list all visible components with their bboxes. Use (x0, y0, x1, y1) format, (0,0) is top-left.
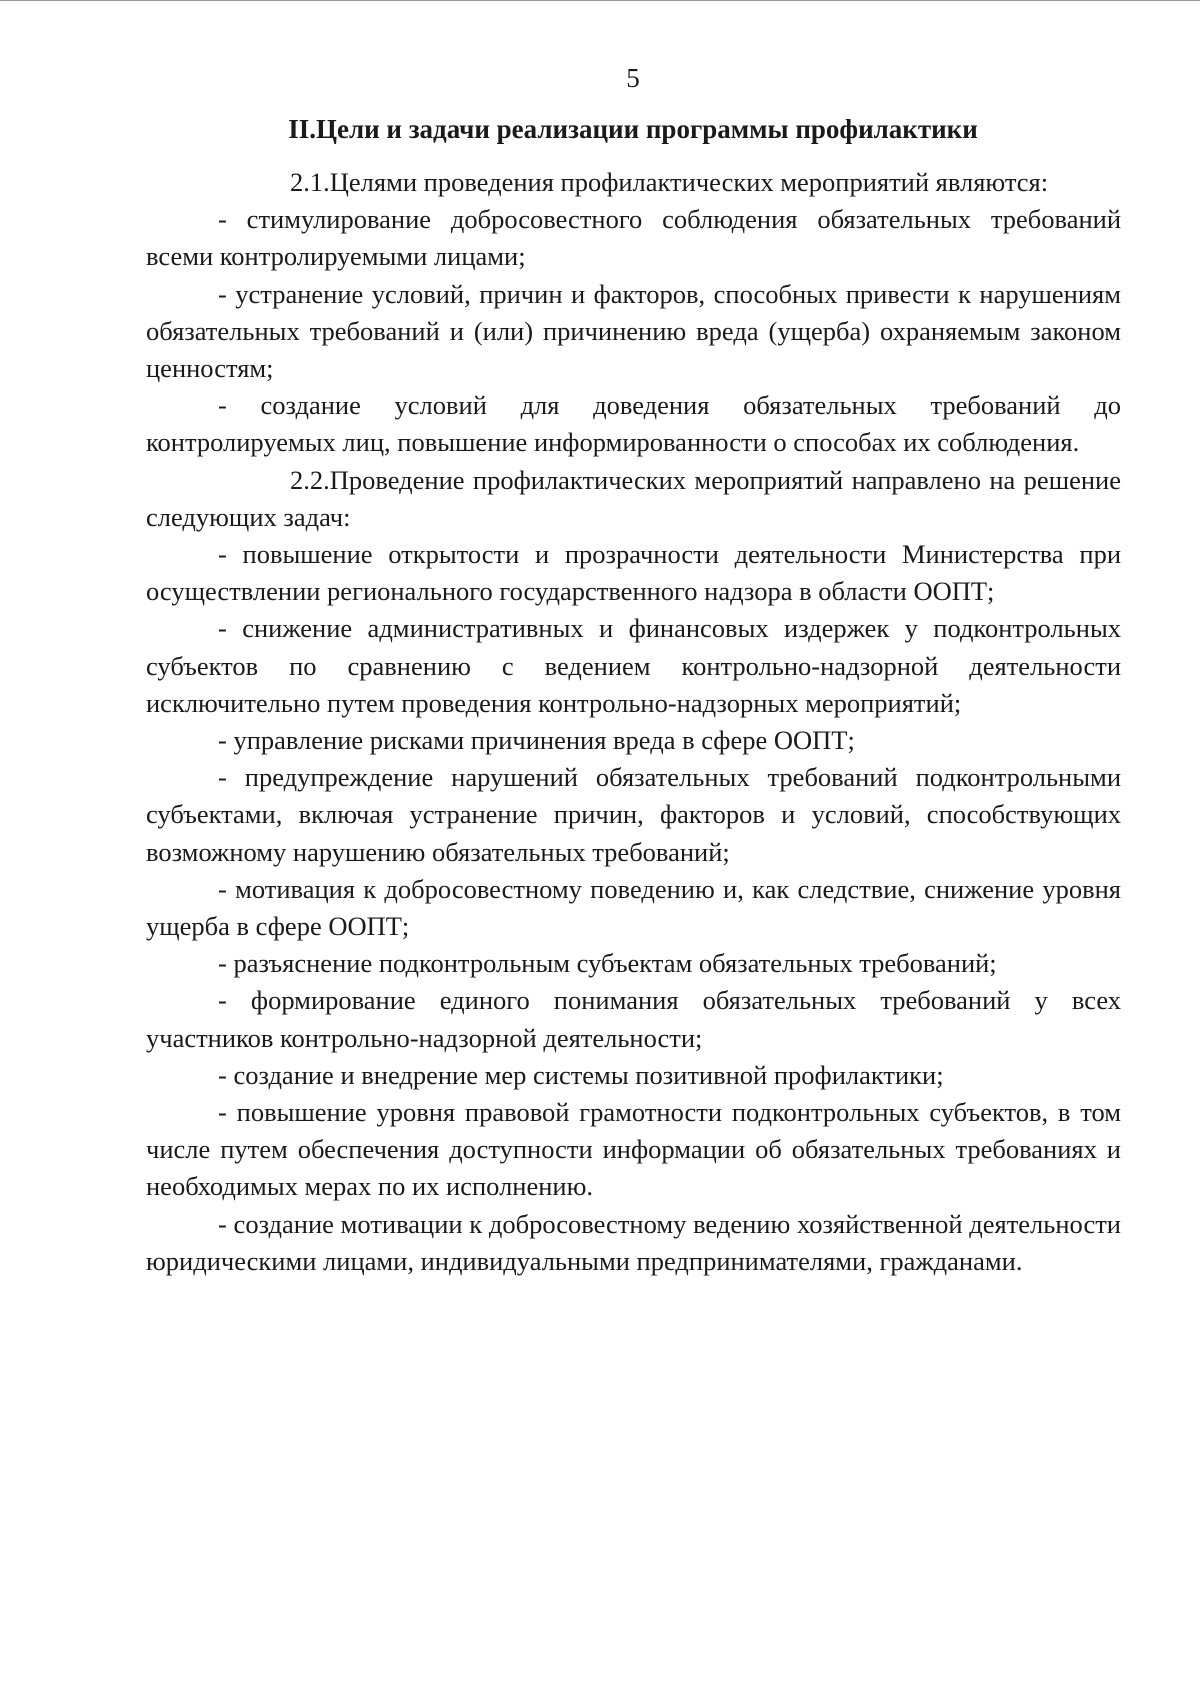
task-item: - управление рисками причинения вреда в сфере ООПТ; (218, 725, 855, 756)
paragraph-2-2 (146, 462, 1121, 536)
paragraph-number: 2.1. (290, 167, 330, 197)
paragraph-number: 2.2. (290, 464, 330, 495)
scan-edge-line (0, 0, 1200, 1)
section-heading: II.Цели и задачи реализации программы профилактики (288, 114, 978, 144)
task-item: - мотивация к добросовестному поведению и, как следствие, снижение уровня ущерба в сфере ООПТ; (146, 873, 1121, 942)
goal-item: - создание условий для доведения обязательных требований до контролируемых лиц, повышение информированности о способах их соблюдения. (146, 390, 1121, 458)
task-item: - создание и внедрение мер системы позитивной профилактики; (218, 1059, 944, 1090)
task-item: - повышение открытости и прозрачности деятельности Министерства при осуществлении регионального государственного надзора в области ООПТ; (146, 539, 1121, 607)
task-item: - повышение уровня правовой грамотности подконтрольных субъектов, в том числе путем обеспечения доступности информации об обязательных требованиях и необходимых мерах по их исполнению. (146, 1097, 1121, 1202)
task-item: - разъяснение подконтрольным субъектам обязательных требований; (218, 948, 997, 979)
goal-item: - стимулирование добросовестного соблюдения обязательных требований всеми контролируемыми лицами; (146, 204, 1121, 272)
paragraph-text: Проведение профилактических мероприятий направлено на решение следующих задач: (146, 464, 1121, 532)
section-body (146, 164, 1121, 1280)
task-item: - снижение административных и финансовых издержек у подконтрольных субъектов по сравнению с ведением контрольно-надзорной деятельности исключительно путем проведения контрольно-надзорных мероприятий; (146, 613, 1121, 718)
paragraph-2-1 (146, 164, 1121, 201)
paragraph-text: Целями проведения профилактических мероприятий являются: (329, 167, 1049, 197)
task-item: - формирование единого понимания обязательных требований у всех участников контрольно-надзорной деятельности; (146, 985, 1121, 1053)
task-item: - создание мотивации к добросовестному ведению хозяйственной деятельности юридическими лицами, индивидуальными предпринимателями, гражданами. (146, 1208, 1121, 1276)
page-number: 5 (626, 63, 640, 93)
task-item: - предупреждение нарушений обязательных требований подконтрольными субъектами, включая устранение причин, факторов и условий, способствующих возможному нарушению обязательных требований; (146, 762, 1121, 867)
goal-item: - устранение условий, причин и факторов, способных привести к нарушениям обязательных требований и (или) причинению вреда (ущерба) охраняемым законом ценностям; (146, 278, 1121, 384)
